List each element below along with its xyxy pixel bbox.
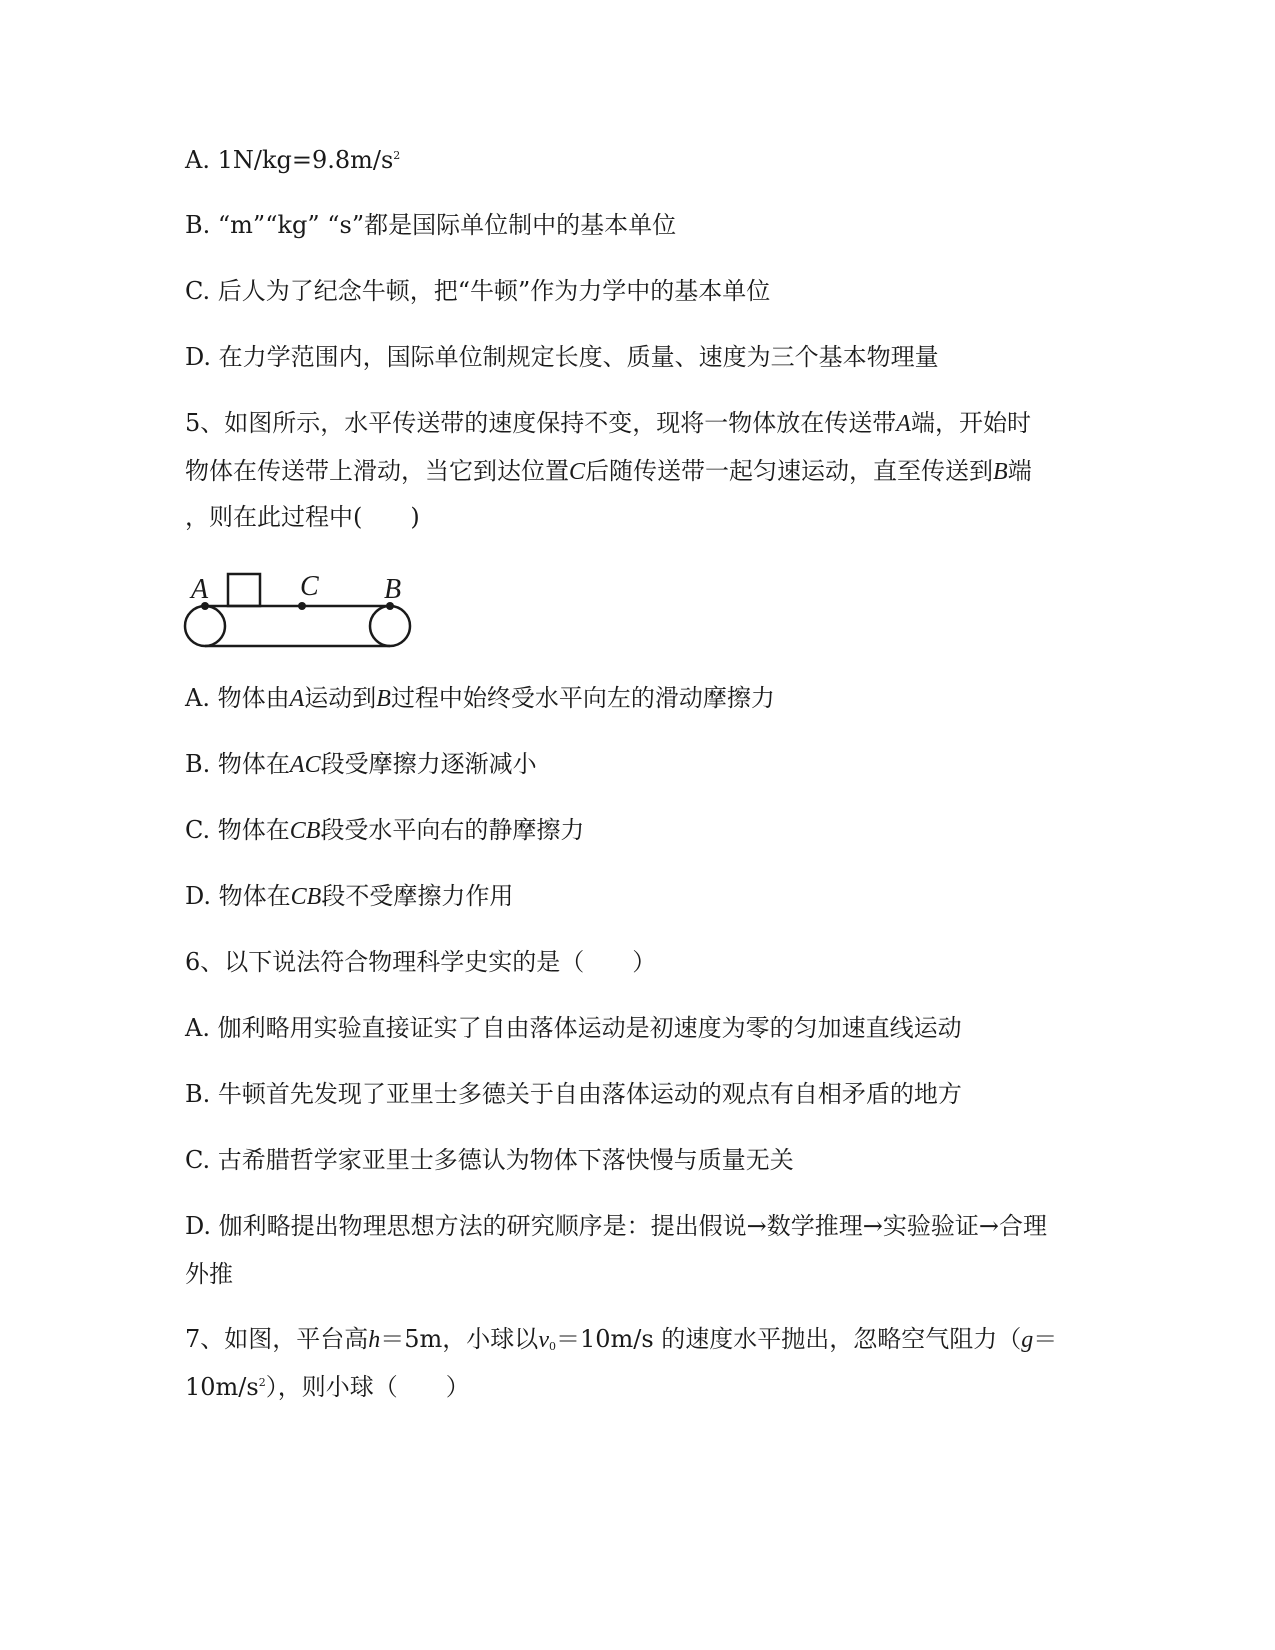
q7-stem-line1: 7、如图，平台高h＝5m，小球以$v_0=10m/s$ 的速度水平抛出，忽略空气阻力（g＝	[185, 1325, 1058, 1353]
q5-option-a: A. 物体由A运动到B过程中始终受水平向左的滑动摩擦力	[185, 684, 775, 712]
left-pulley	[185, 606, 225, 646]
q6-option-a: A. 伽利略用实验直接证实了自由落体运动是初速度为零的匀加速直线运动	[185, 1014, 962, 1042]
q6-option-b: B. 牛顿首先发现了亚里士多德关于自由落体运动的观点有自相矛盾的地方	[185, 1080, 962, 1108]
label-c: C	[300, 571, 319, 602]
q5-stem-line2: 物体在传送带上滑动，当它到达位置C后随传送带一起匀速运动，直至传送到B端	[185, 457, 1032, 485]
q4-option-a: A. $1N/kg=9.8m/s^2$	[185, 146, 401, 174]
label-a: A	[191, 574, 209, 605]
q5-option-b: B. 物体在AC段受摩擦力逐渐减小	[185, 750, 537, 778]
q5-stem-line1: 5、如图所示，水平传送带的速度保持不变，现将一物体放在传送带A端，开始时	[185, 409, 1031, 437]
q5-stem-line3: ，则在此过程中( )	[185, 503, 420, 531]
q6-option-c: C. 古希腊哲学家亚里士多德认为物体下落快慢与质量无关	[185, 1146, 794, 1174]
q4-option-b: B. “m”“kg” “s”都是国际单位制中的基本单位	[185, 211, 677, 239]
q4-option-c: C. 后人为了纪念牛顿，把“牛顿”作为力学中的基本单位	[185, 277, 771, 305]
point-c	[298, 602, 306, 610]
label-b: B	[384, 574, 402, 605]
q6-option-d-line2: 外推	[185, 1260, 233, 1288]
q6-option-d-line1: D. 伽利略提出物理思想方法的研究顺序是：提出假说→数学推理→实验验证→合理	[185, 1212, 1047, 1240]
q7-stem-line2: $10m/s^2$），则小球（ ）	[185, 1373, 470, 1401]
q5-option-d: D. 物体在CB段不受摩擦力作用	[185, 882, 514, 910]
right-pulley	[370, 606, 410, 646]
q6-stem: 6、以下说法符合物理科学史实的是（ ）	[185, 948, 657, 976]
object-block	[228, 574, 260, 606]
q4-option-d: D. 在力学范围内，国际单位制规定长度、质量、速度为三个基本物理量	[185, 343, 939, 371]
q5-option-c: C. 物体在CB段受水平向右的静摩擦力	[185, 816, 585, 844]
conveyor-belt-diagram	[185, 571, 435, 685]
